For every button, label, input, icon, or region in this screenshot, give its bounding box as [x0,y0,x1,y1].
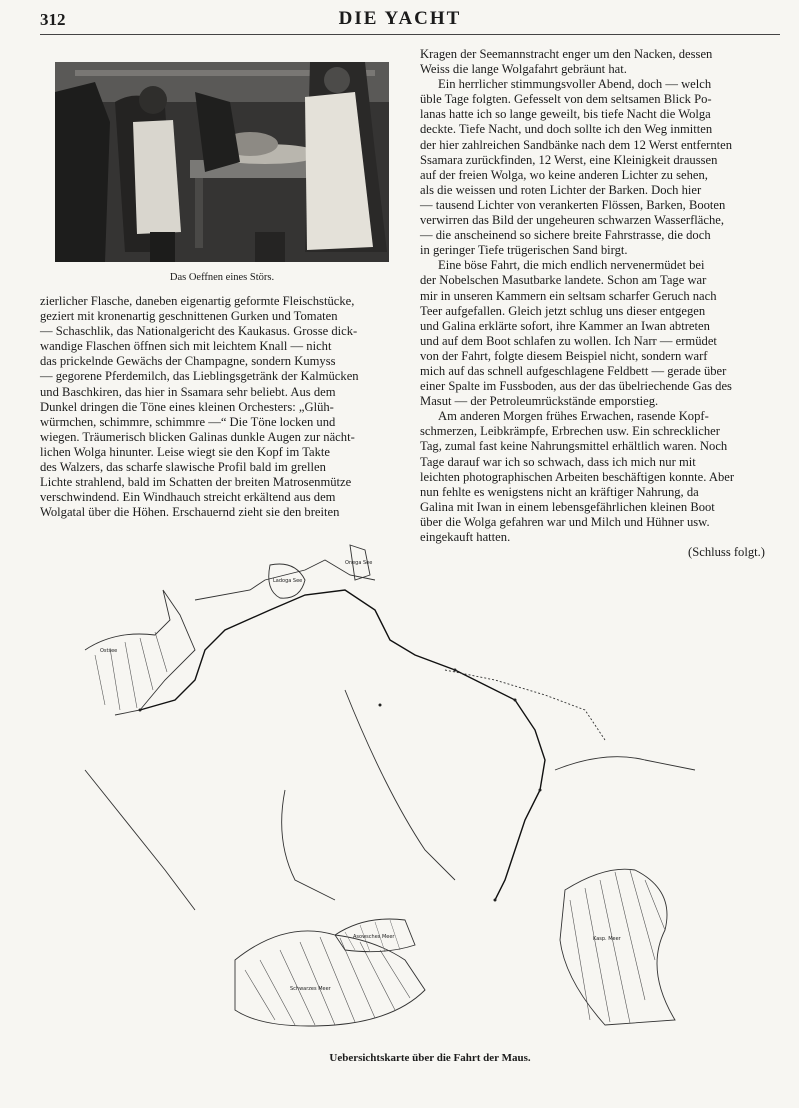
river-3 [85,770,195,910]
right-line: mich auf das schnell aufgeschlagene Feldbett — gerade über [420,363,727,378]
right-line: von der Fahrt, folgte diesem Beispiel nicht, sondern warf [420,348,708,363]
left-line: verschwindend. Ein Windhauch streicht erkältend aus dem [40,490,336,505]
left-line: wiegen. Träumerisch blicken Galinas dunkle Augen zur nächt- [40,429,355,444]
right-line: lanas hatte ich so lange geweilt, bis tiefe Nacht die Wolga [420,107,711,122]
map-drawing [45,520,765,1050]
map-label-ostsee: Ostsee [100,648,118,654]
right-line: Tag, zumal fast keine Nahrungsmittel erhältlich waren. Noch [420,439,728,454]
right-line: leichten photographischen Arbeiten beschäftigen konnte. Aber [420,469,735,484]
right-line: nun fehlte es wenigstens nicht an kräftiger Nahrung, da [420,484,699,499]
river-1 [345,690,455,880]
right-line: Ssamara zurückfinden, 12 Werst, eine Kleinigkeit draussen [420,152,718,167]
baltic-hatching [95,632,167,710]
kama-route [445,670,605,740]
right-line: in geringer Tiefe trügerischen Sand birgt. [420,243,628,258]
map-caption: Uebersichtskarte über die Fahrt der Maus. [329,1052,531,1064]
left-line: würmchen, schimmre, schimmre —“ Die Töne locken und [40,414,336,429]
right-line: Ein herrlicher stimmungsvoller Abend, doch — welch [438,77,712,92]
river-4 [555,757,695,770]
left-line: — gegorene Pferdemilch, das Lieblingsgetränk der Kalmücken [40,369,359,384]
right-line: Masut — der Petroleumrückstände emporstieg. [420,394,659,409]
right-line: üble Tage folgten. Gefesselt von dem seltsamen Blick Po- [420,92,712,107]
right-line: und auf dem Boot schlafen zu wollen. Ich Narr — ermüdet [420,333,717,348]
right-line: Galina mit Iwan in einem lebensgefährlichen kleinen Boot [420,499,715,514]
photo-caption: Das Oeffnen eines Störs. [169,272,275,283]
left-line: Dunkel dringen die Töne eines kleinen Orchesters: „Glüh- [40,399,334,414]
left-line: das prickelnde Gewächs der Champagne, sondern Kumyss [40,354,336,369]
black-sea [235,931,425,1026]
right-text-column [420,47,765,560]
map-label-asowsches-meer: Asowsches Meer [353,934,395,940]
right-line: als die weissen und roten Lichter der Barken. Doch hier [420,182,702,197]
right-line: Tage darauf war ich so schwach, dass ich mich nur mit [420,454,696,469]
map-label-kaspisches-meer: Kasp. Meer [593,936,621,942]
caspian-hatching [570,870,665,1023]
right-line: eingekauft hatten. [420,530,511,544]
caspian-sea [560,869,675,1025]
page-title: DIE YACHT [338,8,462,29]
right-line: deckte. Tiefe Nacht, und doch sollte ich den Weg inmitten [420,122,713,137]
right-line: über die Wolga gefahren war und Milch und Hühner usw. [420,514,710,529]
left-line: und Baschkiren, das hier in Ssamara sehr beliebt. Aus dem [40,384,336,399]
photo-opening-sturgeon [55,62,389,262]
right-line: Eine böse Fahrt, die mich endlich nervenermüdet bei [438,258,705,273]
left-line: Lichte strahlend, bald im Schatten der breiten Matrosenmütze [40,475,352,490]
right-line: schmerzen, Leibkrämpfe, Erbrechen usw. Ein schrecklicher [420,424,720,439]
left-line: lichen Wolga hinunter. Leise wiegt sie den Kopf im Takte [40,444,331,459]
map-label-ladoga: Ladoga See [273,578,303,584]
right-line: mir in unseren Kammern ein seltsam scharfer Geruch nach [420,288,717,303]
black-sea-hatching [245,937,410,1025]
left-line: zierlicher Flasche, daneben eigenartig geformte Fleischstücke, [40,294,355,308]
right-line: — tausend Lichter von verankerten Flössen, Barken, Booten [420,197,726,212]
paragraph [420,77,765,258]
right-line: Kragen der Seemannstracht enger um den Nacken, dessen [420,47,713,61]
left-line: geziert mit kronenartig geschnittenen Gurken und Tomaten [40,309,338,324]
right-line: Am anderen Morgen frühes Erwachen, rasende Kopf- [438,409,709,424]
photo-image [55,62,389,262]
left-line: — Schaschlik, das Nationalgericht des Kaukasus. Grosse dick- [40,324,358,339]
page-number: 312 [40,10,66,29]
right-line: Weiss die lange Wolgafahrt gebräunt hat. [420,62,627,77]
volga-route [140,590,545,900]
left-line: Wolgatal über die Höhen. Erschauernd zieht sie den breiten [40,505,340,520]
right-line: — die anscheinend so sichere breite Fahrstrasse, die doch [420,228,711,243]
voyage-map [45,520,765,1050]
right-line: einer Spalte im Fussboden, aus der das übelriechende Gas des [420,379,732,394]
paragraph [420,258,765,409]
river-2 [282,790,335,900]
right-line: auf der freien Wolga, wo keine anderen Lichter zu sehen, [420,167,708,182]
map-label-onega: Onega See [345,560,373,566]
map-label-schwarzes-meer: Schwarzes Meer [290,986,331,992]
left-text-column [40,294,392,520]
left-line: wandige Flaschen öffnen sich mit leichtem Knall — nicht [40,339,332,354]
right-line: verwirren das Bild der ungeheuren schwarzen Wasserfläche, [420,213,725,228]
map-city-dots [139,669,542,902]
closing-note: (Schluss folgt.) [688,545,765,560]
header-rule [40,34,780,35]
right-line: und Galina erklärte sofort, ihre Kammer an Iwan abtreten [420,318,710,333]
right-line: der hier zahlreichen Sandbänke nach dem 12 Werst entfernten [420,137,733,152]
left-line: des Walzers, das scharfe slawische Profil bald im grellen [40,460,326,475]
paragraph [420,47,765,77]
right-line: der Nobelschen Masutbarke landete. Schon am Tage war [420,273,707,288]
right-line: Teer aufgefallen. Gleich jetzt schlug uns dieser entgegen [420,303,706,318]
